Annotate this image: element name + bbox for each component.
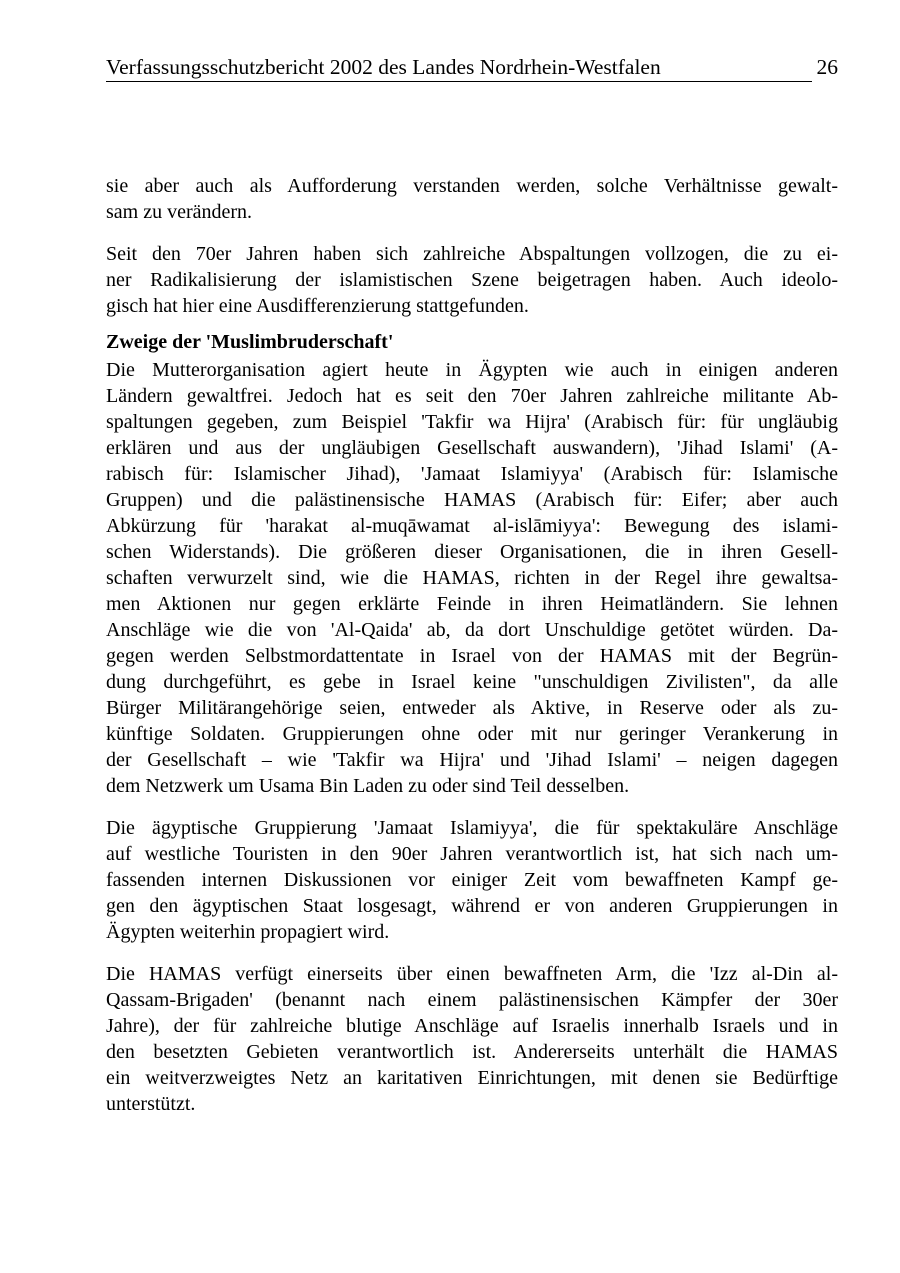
text-line: rabisch für: Islamischer Jihad), 'Jamaat Islamiyya' (Arabisch für: Islamische — [106, 463, 838, 485]
paragraph — [106, 241, 838, 319]
text-line: dem Netzwerk um Usama Bin Laden zu oder sind Teil desselben. — [106, 775, 630, 797]
page-header — [106, 54, 838, 84]
text-line: erklären und aus der ungläubigen Gesellschaft auswandern), 'Jihad Islami' (A- — [106, 437, 838, 459]
text-line: Anschläge wie die von 'Al-Qaida' ab, da dort Unschuldige getötet würden. Da- — [106, 619, 838, 641]
text-line: schaften verwurzelt sind, wie die HAMAS, richten in der Regel ihre gewaltsa- — [106, 567, 838, 589]
paragraph — [106, 815, 838, 945]
text-line: Die Mutterorganisation agiert heute in Ägypten wie auch in einigen anderen — [106, 359, 838, 381]
text-line: Jahre), der für zahlreiche blutige Anschläge auf Israelis innerhalb Israels und in — [106, 1015, 838, 1037]
text-line: gen den ägyptischen Staat losgesagt, während er von anderen Gruppierungen in — [106, 895, 838, 917]
text-line: men Aktionen nur gegen erklärte Feinde in ihren Heimatländern. Sie lehnen — [106, 593, 838, 615]
text-line: Qassam-Brigaden' (benannt nach einem palästinensischen Kämpfer der 30er — [106, 989, 838, 1011]
text-line: schen Widerstands). Die größeren dieser Organisationen, die in ihren Gesell- — [106, 541, 838, 563]
paragraph — [106, 961, 838, 1117]
text-line: Seit den 70er Jahren haben sich zahlreiche Abspaltungen vollzogen, die zu ei- — [106, 243, 838, 265]
text-line: Ägypten weiterhin propagiert wird. — [106, 921, 390, 943]
body-text — [106, 173, 838, 1117]
page-number: 26 — [816, 55, 838, 79]
text-line: künftige Soldaten. Gruppierungen ohne oder mit nur geringer Verankerung in — [106, 723, 838, 745]
text-line: fassenden internen Diskussionen vor einiger Zeit vom bewaffneten Kampf ge- — [106, 869, 838, 891]
text-line: unterstützt. — [106, 1093, 196, 1115]
text-line: dung durchgeführt, es gebe in Israel keine "unschuldigen Zivilisten", da alle — [106, 671, 838, 693]
header-title: Verfassungsschutzbericht 2002 des Landes Nordrhein-Westfalen — [106, 55, 661, 79]
text-line: gegen werden Selbstmordattentate in Israel von der HAMAS mit der Begrün- — [106, 645, 838, 667]
text-line: ner Radikalisierung der islamistischen Szene beigetragen haben. Auch ideolo- — [106, 269, 838, 291]
text-line: ein weitverzweigtes Netz an karitativen Einrichtungen, mit denen sie Bedürftige — [106, 1067, 838, 1089]
text-line: Gruppen) und die palästinensische HAMAS (Arabisch für: Eifer; aber auch — [106, 489, 838, 511]
text-line: Abkürzung für 'harakat al-muqāwamat al-islāmiyya': Bewegung des islami- — [106, 515, 838, 537]
section-heading: Zweige der 'Muslimbruderschaft' — [106, 331, 394, 353]
text-line: Ländern gewaltfrei. Jedoch hat es seit den 70er Jahren zahlreiche militante Ab- — [106, 385, 838, 407]
text-line: den besetzten Gebieten verantwortlich ist. Andererseits unterhält die HAMAS — [106, 1041, 838, 1063]
text-line: der Gesellschaft – wie 'Takfir wa Hijra' und 'Jihad Islami' – neigen dagegen — [106, 749, 838, 771]
paragraph — [106, 173, 838, 225]
text-line: auf westliche Touristen in den 90er Jahren verantwortlich ist, hat sich nach um- — [106, 843, 838, 865]
text-line: Bürger Militärangehörige seien, entweder als Aktive, in Reserve oder als zu- — [106, 697, 838, 719]
text-line: sam zu verändern. — [106, 201, 253, 223]
text-line: sie aber auch als Aufforderung verstanden werden, solche Verhältnisse gewalt- — [106, 175, 838, 197]
text-line: spaltungen gegeben, zum Beispiel 'Takfir wa Hijra' (Arabisch für: für ungläubig — [106, 411, 838, 433]
text-line: Die HAMAS verfügt einerseits über einen bewaffneten Arm, die 'Izz al-Din al- — [106, 963, 838, 985]
header-rule — [106, 81, 812, 82]
text-line: gisch hat hier eine Ausdifferenzierung stattgefunden. — [106, 295, 529, 317]
text-line: Die ägyptische Gruppierung 'Jamaat Islamiyya', die für spektakuläre Anschläge — [106, 817, 838, 839]
paragraph — [106, 357, 838, 799]
